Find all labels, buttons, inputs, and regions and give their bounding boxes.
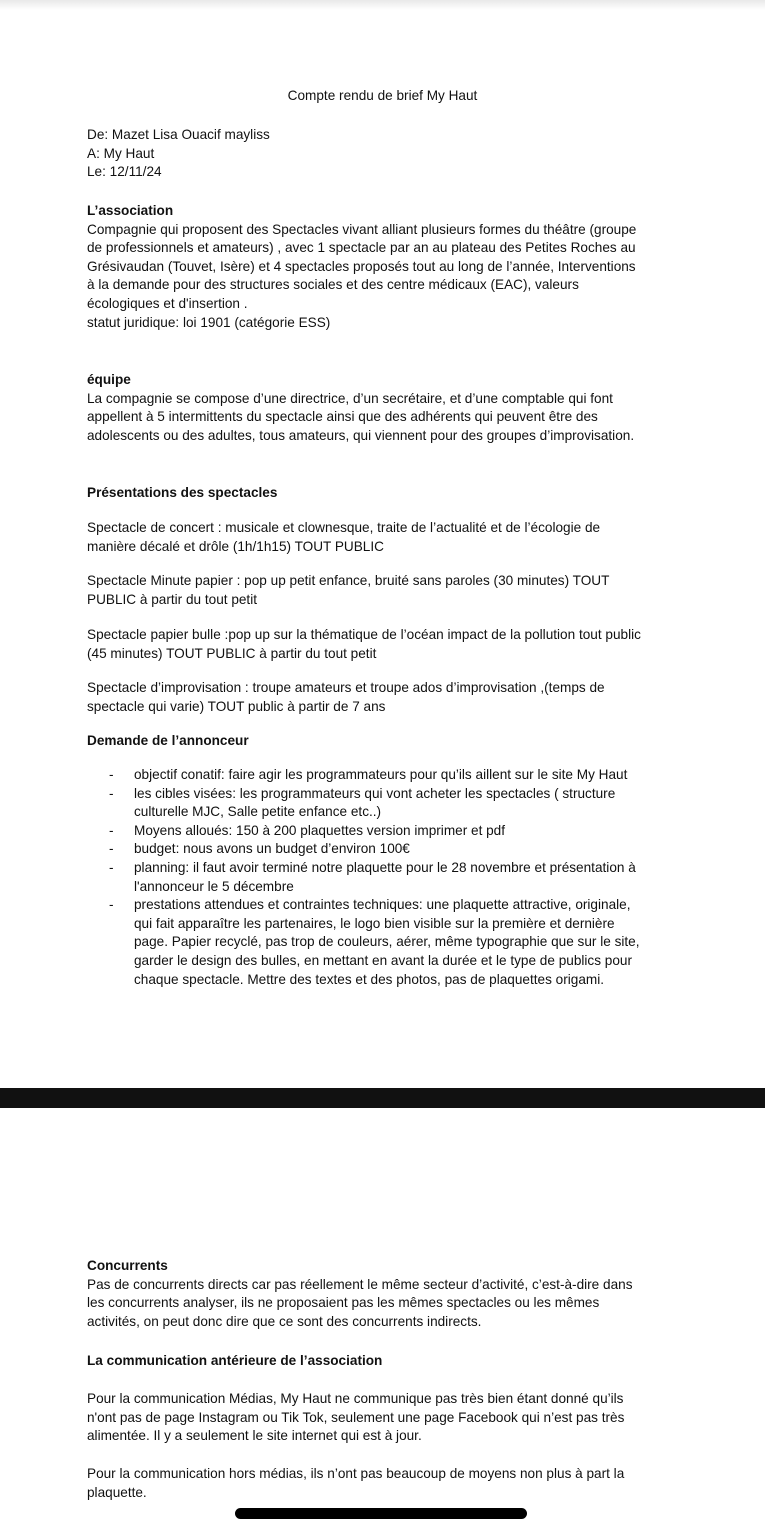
list-item-line: - planning: il faut avoir terminé notre plaquette pour le 28 novembre et présentation à <box>134 859 636 875</box>
list-item-line: garder le design des bulles, en mettant en avant la durée et le type de publics pour <box>134 952 633 968</box>
demande-list-container <box>87 766 677 989</box>
section-concurrents <box>87 1257 677 1331</box>
section-heading: équipe <box>87 372 131 387</box>
paragraph-line: écologiques et d'insertion . <box>87 295 248 311</box>
paragraph-line: à la demande pour des structures sociales et des centre médicaux (EAC), valeurs <box>87 277 579 293</box>
list-item <box>87 822 677 841</box>
date-line: Le: 12/11/24 <box>87 164 162 180</box>
section-equipe <box>87 371 677 445</box>
section-heading: Concurrents <box>87 1258 168 1273</box>
communication-paragraph-medias <box>87 1390 677 1446</box>
spectacle-item <box>87 679 677 716</box>
paragraph-line: activités, on peut donc dire que ce sont des concurrents indirects. <box>87 1313 482 1329</box>
section-heading: La communication antérieure de l’association <box>87 1353 383 1368</box>
paragraph-line: n'ont pas de page Instagram ou Tik Tok, seulement une page Facebook qui n’est pas très <box>87 1409 625 1425</box>
paragraph-line: La compagnie se compose d’une directrice, d’un secrétaire, et d’une comptable qui font <box>87 390 613 406</box>
list-item-line: - budget: nous avons un budget d’environ 100€ <box>134 841 410 857</box>
spectacle-line: Spectacle de concert : musicale et clownesque, traite de l’actualité et de l’écologie de <box>87 520 601 535</box>
spectacle-item <box>87 572 677 609</box>
paragraph-line: alimentée. Il y a seulement le site internet qui est à jour. <box>87 1428 422 1444</box>
home-indicator-bar[interactable] <box>235 1508 527 1519</box>
spectacle-item <box>87 519 677 556</box>
list-item-line: qui fait apparaître les partenaires, le logo bien visible sur la première et dernière <box>134 915 615 931</box>
paragraph-line: de professionnels et amateurs) , avec 1 spectacle par an au plateau des Petites Roches au <box>87 240 636 256</box>
list-item <box>87 785 677 822</box>
list-item-line: - prestations attendues et contraintes techniques: une plaquette attractive, originale, <box>134 897 631 913</box>
communication-paragraph-hors-medias <box>87 1465 677 1502</box>
spectacle-line: Spectacle papier bulle :pop up sur la thématique de l’océan impact de la pollution tout public <box>87 627 641 642</box>
list-item-line: chaque spectacle. Mettre des textes et des photos, pas de plaquettes origami. <box>134 971 605 987</box>
section-heading: Présentations des spectacles <box>87 485 278 500</box>
section-communication-heading <box>87 1352 677 1371</box>
paragraph-line: Pour la communication hors médias, ils n’ont pas beaucoup de moyens non plus à part la <box>87 1466 625 1481</box>
spectacle-line: PUBLIC à partir du tout petit <box>87 591 258 607</box>
page-separator <box>0 1088 765 1108</box>
list-item-line: page. Papier recyclé, pas trop de couleurs, aérer, même typographie que sur le site, <box>134 934 640 950</box>
list-item-line: - objectif conatif: faire agir les programmateurs pour qu’ils aillent sur le site My Haut <box>134 767 628 782</box>
document-header <box>87 126 677 182</box>
spectacle-line: manière décalé et drôle (1h/1h15) TOUT PUBLIC <box>87 538 384 554</box>
from-line: De: Mazet Lisa Ouacif mayliss <box>87 127 270 142</box>
demande-list <box>87 766 677 989</box>
section-heading: L’association <box>87 203 174 218</box>
spectacle-line: Spectacle Minute papier : pop up petit enfance, bruité sans paroles (30 minutes) TOUT <box>87 573 610 588</box>
paragraph-line: statut juridique: loi 1901 (catégorie ESS) <box>87 314 331 330</box>
spectacle-line: (45 minutes) TOUT PUBLIC à partir du tout petit <box>87 645 377 661</box>
list-item-line: - Moyens alloués: 150 à 200 plaquettes version imprimer et pdf <box>134 822 506 838</box>
section-heading: Demande de l’annonceur <box>87 733 249 748</box>
spectacle-line: Spectacle d’improvisation : troupe amateurs et troupe ados d’improvisation ,(temps de <box>87 680 605 695</box>
section-association <box>87 202 677 332</box>
list-item <box>87 840 677 859</box>
paragraph-line: Pas de concurrents directs car pas réellement le même secteur d’activité, c’est-à-dire dans <box>87 1276 633 1292</box>
to-line: A: My Haut <box>87 145 155 161</box>
paragraph-line: adolescents ou des adultes, tous amateurs, qui viennent pour des groupes d’improvisation. <box>87 427 635 443</box>
spectacle-item <box>87 626 677 663</box>
paragraph-line: Pour la communication Médias, My Haut ne communique pas très bien étant donné qu’ils <box>87 1391 624 1406</box>
list-item <box>87 859 677 896</box>
list-item-line: culturelle MJC, Salle petite enfance etc..) <box>134 804 382 820</box>
section-presentations-heading <box>87 484 677 503</box>
document-title: Compte rendu de brief My Haut <box>287 88 478 103</box>
paragraph-line: Grésivaudan (Touvet, Isère) et 4 spectacles proposés tout au long de l’année, Interventions <box>87 258 636 274</box>
list-item-line: - les cibles visées: les programmateurs qui vont acheter les spectacles ( structure <box>134 785 616 801</box>
list-item <box>87 896 677 989</box>
paragraph-line: Compagnie qui proposent des Spectacles vivant alliant plusieurs formes du théâtre (groupe <box>87 221 637 237</box>
section-demande-heading <box>87 732 677 751</box>
list-item-line: l'annonceur le 5 décembre <box>134 878 294 894</box>
paragraph-line: les concurrents analyser, ils ne proposaient pas les mêmes spectacles ou les mêmes <box>87 1295 600 1311</box>
spectacle-line: spectacle qui varie) TOUT public à partir de 7 ans <box>87 698 386 714</box>
paragraph-line: appellent à 5 intermittents du spectacle ainsi que des adhérents qui peuvent être des <box>87 409 598 425</box>
top-shadow <box>0 0 765 10</box>
list-item <box>87 766 677 785</box>
paragraph-line: plaquette. <box>87 1484 147 1500</box>
